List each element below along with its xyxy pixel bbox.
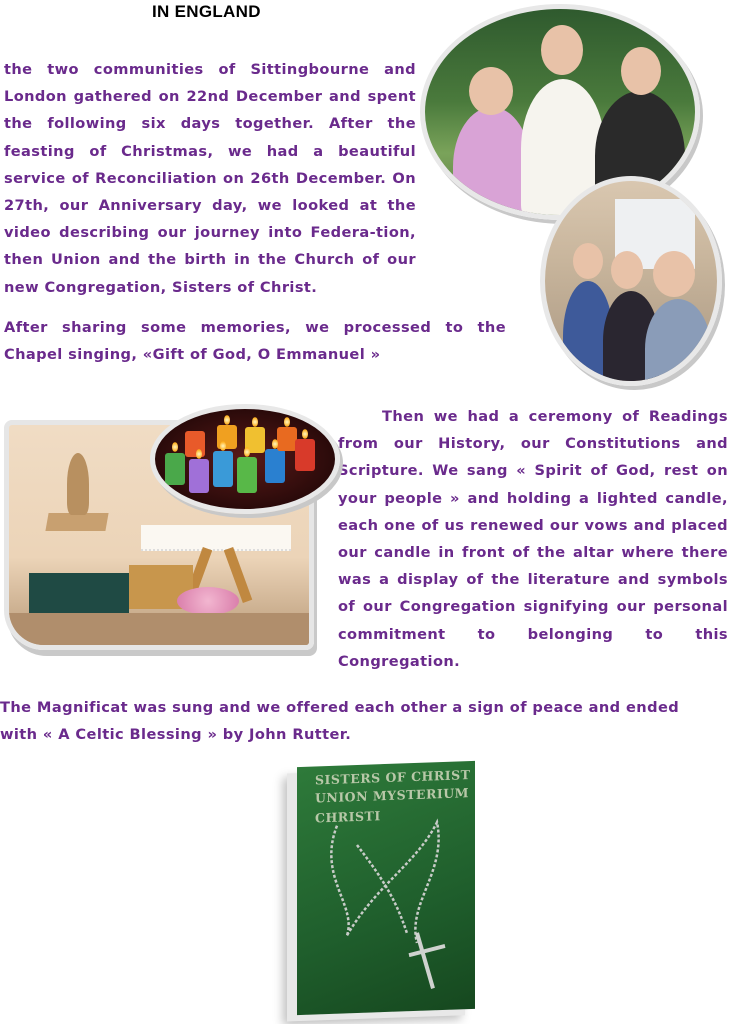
sisters-indoor-photo: [540, 176, 722, 386]
cross-chain-icon: [297, 761, 475, 1015]
paragraph-conclusion: The Magnificat was sung and we offered each other a sign of peace and ended with « A Celtic Blessing » by John Rutter.: [0, 699, 680, 744]
paragraph-ceremony-text: Then we had a ceremony of Readings from our History, our Constitutions and Scripture. We sang « Spirit of God, rest on your people » and holding a lighted candle, each one of us renewed our vows and placed our candle in front of the altar where there was a display of the literature and symbols of our Congregation signifying our personal commitment to belonging to this Congregation.: [338, 408, 728, 670]
paragraph-ceremony: [338, 403, 728, 675]
book-title-line1: SISTERS OF CHRIST: [315, 767, 471, 788]
constitution-book: [297, 761, 475, 1015]
flowers: [177, 587, 239, 615]
statue-shelf: [45, 513, 108, 531]
paragraph-procession: After sharing some memories, we processed to the Chapel singing, «Gift of God, O Emmanuel »: [4, 319, 506, 364]
candles-photo: [150, 404, 340, 514]
floor: [9, 613, 309, 645]
paragraph-gathering: the two communities of Sittingbourne and London gathered on 22nd December and spent the following six days together. After the feasting of Christmas, we had a beautiful service of Reconciliation on 26th December. On 27th, our Anniversary day, we looked at the video describing our journey into Federa-tion, then Union and the birth in the Church of our new Congregation, Sisters of Christ.: [4, 61, 416, 296]
book-title-line2: UNION MYSTERIUM: [315, 785, 469, 806]
altar-cloth: [141, 525, 291, 551]
book-title-line3: CHRISTI: [315, 808, 381, 826]
page-title: IN ENGLAND: [152, 2, 261, 21]
statue: [67, 453, 89, 515]
